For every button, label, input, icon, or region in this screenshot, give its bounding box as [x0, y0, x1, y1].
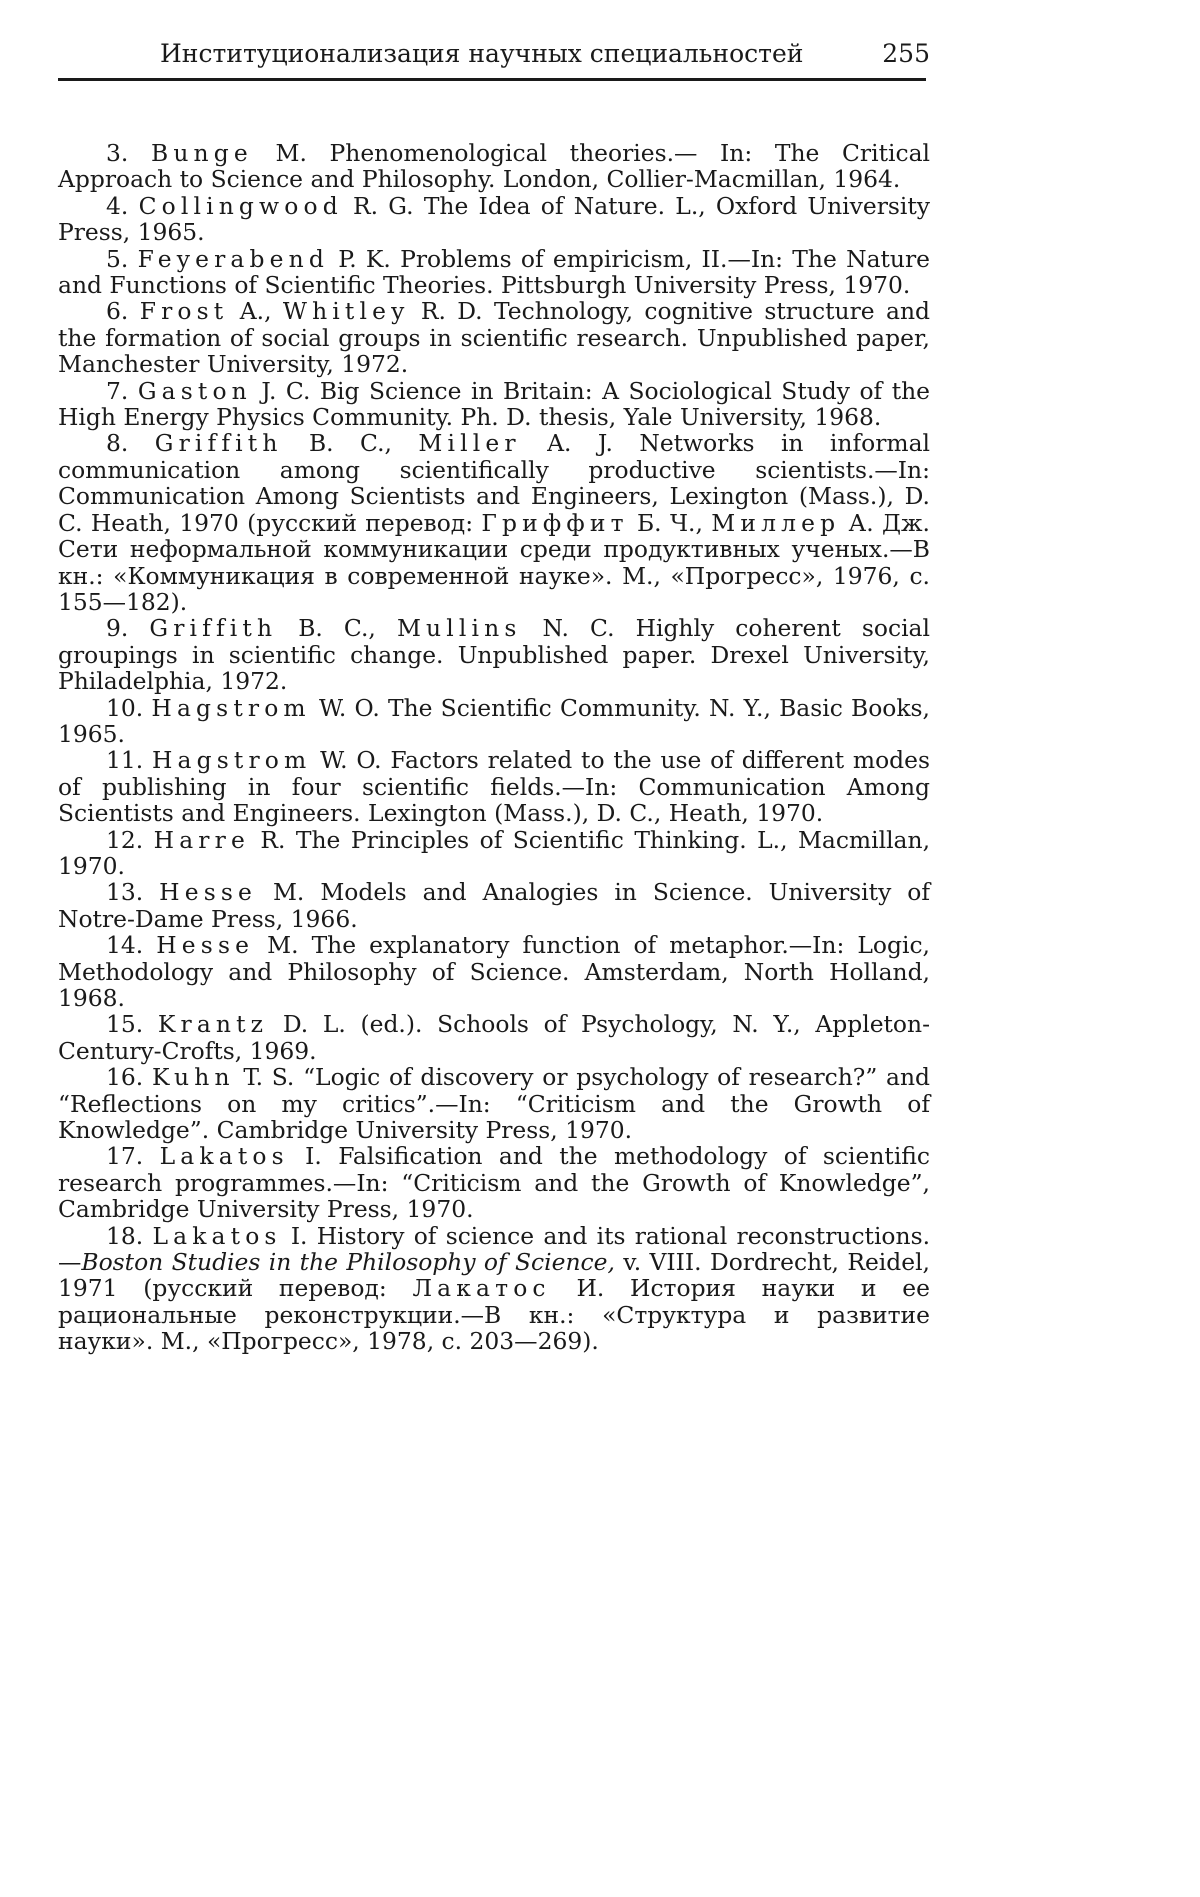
header-rule: [58, 78, 926, 81]
reference-item-5: [58, 246, 930, 299]
reference-item-15: [58, 1011, 930, 1064]
ref-author: Krantz: [158, 1010, 268, 1038]
ref-text: M. Phenomenological theories.— In: The Critical Approach to Science and Philosophy. London, Collier-Macmillan, 1964.: [58, 139, 930, 193]
ref-author: Hagstrom: [152, 746, 311, 774]
ref-number: 15.: [106, 1010, 143, 1038]
ref-text: I. Falsification and the methodology of scientific research programmes.—In: “Criticism and the Growth of Knowledge”, Cambridge University Press, 1970.: [58, 1142, 930, 1223]
ref-number: 11.: [106, 746, 143, 774]
ref-number: 3.: [106, 139, 128, 167]
book-page: [0, 0, 992, 1568]
ref-author: Lakatos: [160, 1142, 289, 1170]
ref-author: Гриффит: [481, 509, 628, 537]
ref-author: Griffith: [149, 614, 277, 642]
ref-author: Миллер: [711, 509, 840, 537]
ref-text: J. C. Big Science in Britain: A Sociological Study of the High Energy Physics Community. Ph. D. thesis, Yale University, 1968.: [58, 377, 930, 431]
reference-item-3: [58, 140, 930, 193]
reference-item-16: [58, 1064, 930, 1143]
ref-author: Whitley: [283, 297, 410, 325]
reference-item-4: [58, 193, 930, 246]
ref-number: 7.: [106, 377, 128, 405]
ref-text: И. История науки и ее рациональные реконструкции.—В кн.: «Структура и развитие науки». М., «Прогресс», 1978, с. 203—269).: [58, 1274, 930, 1355]
ref-number: 16.: [106, 1063, 143, 1091]
reference-item-13: [58, 879, 930, 932]
reference-item-8: [58, 430, 930, 615]
ref-text: M. The explanatory function of metaphor.—In: Logic, Methodology and Philosophy of Science. Amsterdam, North Holland, 1968.: [58, 931, 930, 1012]
ref-number: 8.: [106, 429, 128, 457]
ref-text: W. O. Factors related to the use of different modes of publishing in four scientific fields.—In: Communication Among Scientists and Engineers. Lexington (Mass.), D. C., Heath, 1970.: [58, 746, 930, 827]
ref-text: D. L. (ed.). Schools of Psychology, N. Y., Appleton-Century-Crofts, 1969.: [58, 1010, 930, 1064]
ref-number: 4.: [106, 192, 128, 220]
ref-number: 9.: [106, 614, 128, 642]
reference-item-14: [58, 932, 930, 1011]
ref-text: B. C.,: [283, 429, 419, 457]
ref-author: Harre: [154, 826, 250, 854]
ref-author: Hesse: [156, 931, 254, 959]
ref-text: P. K. Problems of empiricism, II.—In: The Nature and Functions of Scientific Theories. Pittsburgh University Press, 1970.: [58, 245, 930, 299]
ref-author: Frost: [140, 297, 229, 325]
ref-text: R. D. Technology, cognitive structure and the formation of social groups in scientific research. Unpublished paper, Manchester University, 1972.: [58, 297, 930, 378]
ref-text: R. The Principles of Scientific Thinking. L., Macmillan, 1970.: [58, 826, 930, 880]
ref-author: Bunge: [151, 139, 253, 167]
ref-text: I. History of science and its rational reconstructions.—: [58, 1222, 930, 1276]
reference-item-6: [58, 298, 930, 377]
reference-item-7: [58, 378, 930, 431]
ref-number: 14.: [106, 931, 143, 959]
ref-author: Collingwood: [139, 192, 343, 220]
ref-author: Лакатос: [412, 1274, 550, 1302]
ref-number: 12.: [106, 826, 143, 854]
ref-number: 5.: [106, 245, 128, 273]
ref-text: N. C. Highly coherent social groupings in scientific change. Unpublished paper. Drexel University, Philadelphia, 1972.: [58, 614, 930, 695]
reference-item-10: [58, 695, 930, 748]
running-title: Институционализация научных специальностей: [160, 34, 803, 74]
ref-text: T. S. “Logic of discovery or psychology of research?” and “Reflections on my critics”.—In: “Criticism and the Growth of Knowledge”. Cambridge University Press, 1970.: [58, 1063, 930, 1144]
reference-item-9: [58, 615, 930, 694]
ref-number: 6.: [106, 297, 128, 325]
ref-text: A.,: [228, 297, 283, 325]
ref-text: B. C.,: [277, 614, 397, 642]
ref-author: Gaston: [138, 377, 252, 405]
ref-author: Griffith: [155, 429, 283, 457]
ref-author: Hagstrom: [151, 694, 310, 722]
reference-list: [58, 140, 930, 1355]
reference-item-12: [58, 827, 930, 880]
ref-text: А. Дж. Сети неформальной коммуникации среди продуктивных ученых.—В кн.: «Коммуникация в современной науке». М., «Прогресс», 1976, с. 155—182).: [58, 509, 930, 616]
ref-text: Б. Ч.,: [629, 509, 712, 537]
ref-text: v. VIII. Dordrecht, Reidel, 1971 (русский перевод:: [58, 1248, 930, 1302]
ref-author: Mullins: [397, 614, 522, 642]
ref-author: Kuhn: [152, 1063, 235, 1091]
ref-author: Miller: [418, 429, 520, 457]
ref-number: 18.: [106, 1222, 143, 1250]
ref-number: 10.: [106, 694, 143, 722]
ref-author: Lakatos: [152, 1222, 281, 1250]
ref-text: A. J. Networks in informal communication among scientifically productive scientists.—In: Communication Among Scientists and Engineers, Lexington (Mass.), D. C. Heath, 1970 (русский перевод:: [58, 429, 930, 536]
ref-text: M. Models and Analogies in Science. University of Notre-Dame Press, 1966.: [58, 878, 930, 932]
ref-author: Feyerabend: [138, 245, 329, 273]
ref-italic-title: Boston Studies in the Philosophy of Science,: [81, 1248, 615, 1276]
reference-item-17: [58, 1143, 930, 1222]
page-number: 255: [882, 34, 930, 74]
reference-item-11: [58, 747, 930, 826]
ref-text: W. O. The Scientific Community. N. Y., Basic Books, 1965.: [58, 694, 930, 748]
ref-number: 17.: [106, 1142, 143, 1170]
reference-item-18: [58, 1223, 930, 1355]
ref-number: 13.: [106, 878, 143, 906]
ref-author: Hesse: [159, 878, 257, 906]
ref-text: R. G. The Idea of Nature. L., Oxford University Press, 1965.: [58, 192, 930, 246]
